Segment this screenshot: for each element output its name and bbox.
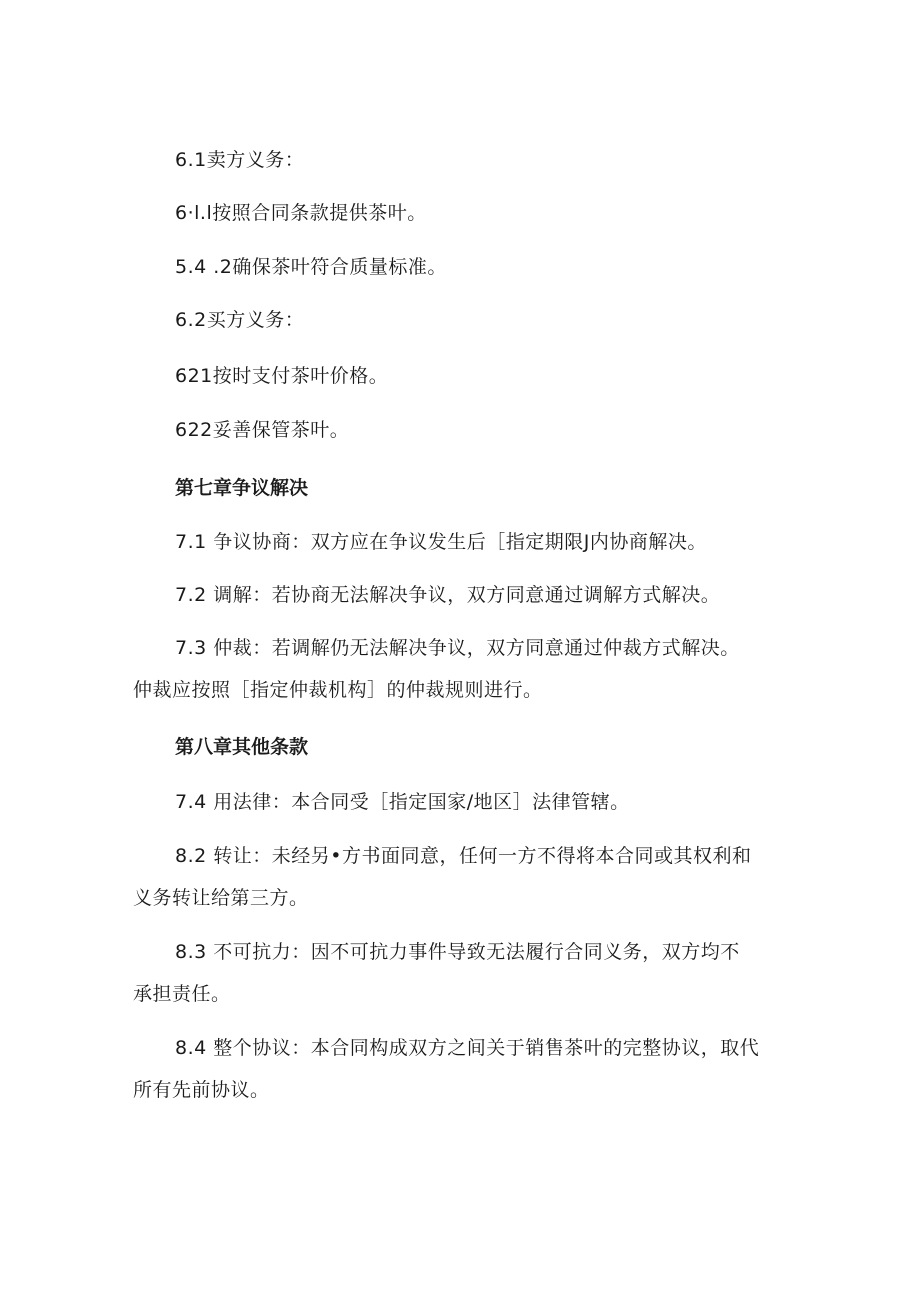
clause-7-2: 7.2 调解：若协商无法解决争议，双方同意通过调解方式解决。 <box>175 584 721 606</box>
chapter-7-heading: 第七章争议解决 <box>175 477 309 499</box>
clause-7-3-line2: 仲裁应按照［指定仲裁机构］的仲裁规则进行。 <box>133 679 543 701</box>
chapter-8-heading: 第八章其他条款 <box>175 736 309 758</box>
clause-7-1: 7.1 争议协商：双方应在争议发生后［指定期限J内协商解决。 <box>175 531 707 553</box>
clause-6-2-1: 621按时支付茶叶价格。 <box>175 365 389 387</box>
clause-6-2-2: 622妥善保管茶叶。 <box>175 419 350 441</box>
clause-6-1-2: 5.4 .2确保茶叶符合质量标准。 <box>175 256 447 278</box>
clause-7-3-line1: 7.3 仲裁：若调解仍无法解决争议，双方同意通过仲裁方式解决。 <box>175 637 740 659</box>
clause-6-2: 6.2买方义务： <box>175 309 305 331</box>
clause-8-2-line1: 8.2 转让：未经另•方书面同意，任何一方不得将本合同或其权利和 <box>175 845 752 867</box>
clause-6-1-1: 6·l.l按照合同条款提供茶叶。 <box>175 202 427 224</box>
clause-8-2-line2: 义务转让给第三方。 <box>133 887 309 909</box>
clause-8-3-line1: 8.3 不可抗力：因不可抗力事件导致无法履行合同义务，双方均不 <box>175 941 740 963</box>
clause-8-4-line1: 8.4 整个协议：本合同构成双方之间关于销售茶叶的完整协议，取代 <box>175 1037 760 1059</box>
clause-8-4-line2: 所有先前协议。 <box>133 1079 270 1101</box>
clause-6-1: 6.1卖方义务： <box>175 149 305 171</box>
clause-7-4: 7.4 用法律：本合同受［指定国家/地区］法律管辖。 <box>175 791 630 813</box>
clause-8-3-line2: 承担责任。 <box>133 983 231 1005</box>
